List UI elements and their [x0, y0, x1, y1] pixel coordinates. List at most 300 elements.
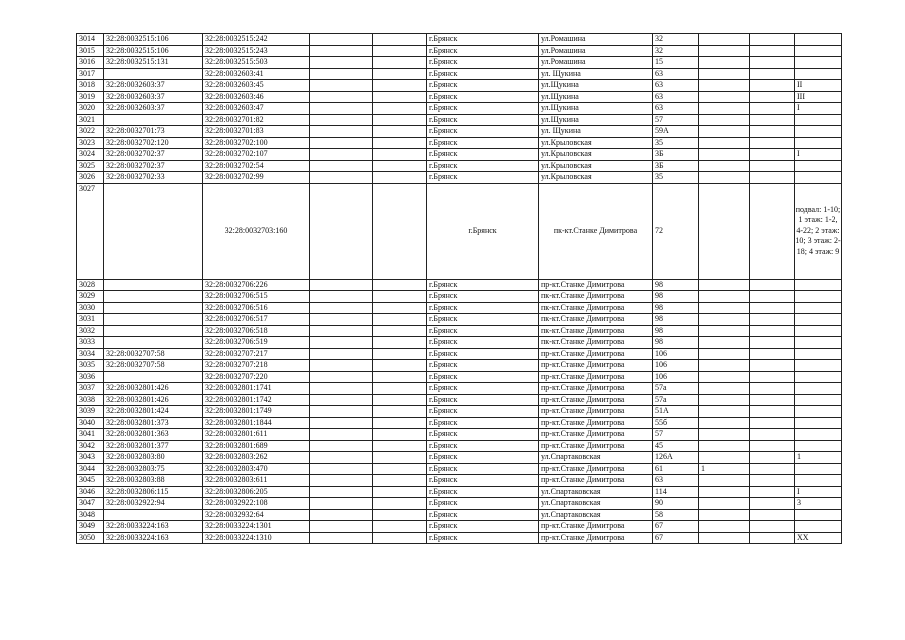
empty-cell	[373, 498, 427, 510]
object-cadastral-number: 32:28:0032707:218	[203, 360, 310, 372]
city: г.Брянск	[427, 57, 539, 69]
row-number: 3021	[77, 114, 104, 126]
premises-number	[795, 348, 842, 360]
empty-cell	[373, 172, 427, 184]
city: г.Брянск	[427, 417, 539, 429]
street: пр-кт.Станке Димитрова	[539, 394, 653, 406]
extra-cell	[699, 509, 750, 521]
object-cadastral-number: 32:28:0032701:83	[203, 126, 310, 138]
empty-cell	[373, 417, 427, 429]
table-row	[77, 291, 842, 303]
house-number: 67	[653, 521, 699, 533]
parcel-cadastral-number: 32:28:0032707:58	[104, 348, 203, 360]
city: г.Брянск	[427, 302, 539, 314]
row-number: 3024	[77, 149, 104, 161]
extra-cell	[699, 325, 750, 337]
parcel-cadastral-number: 32:28:0032515:106	[104, 34, 203, 46]
empty-cell	[750, 291, 795, 303]
table-row	[77, 348, 842, 360]
extra-cell	[699, 114, 750, 126]
extra-cell	[699, 68, 750, 80]
house-number: 98	[653, 291, 699, 303]
object-cadastral-number: 32:28:0032706:518	[203, 325, 310, 337]
empty-cell	[373, 114, 427, 126]
city: г.Брянск	[427, 406, 539, 418]
premises-number	[795, 114, 842, 126]
empty-cell	[750, 91, 795, 103]
empty-cell	[310, 475, 373, 487]
extra-cell	[699, 126, 750, 138]
parcel-cadastral-number	[104, 337, 203, 349]
object-cadastral-number: 32:28:0032706:517	[203, 314, 310, 326]
premises-number	[795, 440, 842, 452]
extra-cell	[699, 394, 750, 406]
street: пр-кт.Станке Димитрова	[539, 417, 653, 429]
extra-cell	[699, 45, 750, 57]
empty-cell	[310, 126, 373, 138]
extra-cell	[699, 57, 750, 69]
table-row	[77, 440, 842, 452]
empty-cell	[310, 532, 373, 544]
premises-number: I	[795, 149, 842, 161]
table-row	[77, 417, 842, 429]
house-number: 32	[653, 45, 699, 57]
extra-cell	[699, 291, 750, 303]
premises-number: I	[795, 103, 842, 115]
city: г.Брянск	[427, 360, 539, 372]
extra-cell	[699, 521, 750, 533]
object-cadastral-number: 32:28:0032922:108	[203, 498, 310, 510]
row-number: 3035	[77, 360, 104, 372]
object-cadastral-number: 32:28:0032515:503	[203, 57, 310, 69]
parcel-cadastral-number	[104, 509, 203, 521]
row-number: 3022	[77, 126, 104, 138]
table-row	[77, 509, 842, 521]
premises-number	[795, 279, 842, 291]
empty-cell	[310, 34, 373, 46]
house-number: 90	[653, 498, 699, 510]
empty-cell	[750, 498, 795, 510]
empty-cell	[310, 348, 373, 360]
empty-cell	[750, 80, 795, 92]
street: ул.Крыловская	[539, 160, 653, 172]
house-number: 98	[653, 302, 699, 314]
city: г.Брянск	[427, 183, 539, 279]
empty-cell	[373, 91, 427, 103]
object-cadastral-number: 32:28:0032702:107	[203, 149, 310, 161]
house-number: 126А	[653, 452, 699, 464]
house-number: 59А	[653, 126, 699, 138]
empty-cell	[373, 348, 427, 360]
empty-cell	[373, 406, 427, 418]
street: ул.Спартаковская	[539, 509, 653, 521]
house-number: 98	[653, 314, 699, 326]
empty-cell	[750, 475, 795, 487]
premises-number	[795, 360, 842, 372]
empty-cell	[310, 114, 373, 126]
street: пр-кт.Станке Димитрова	[539, 383, 653, 395]
object-cadastral-number: 32:28:0032603:46	[203, 91, 310, 103]
empty-cell	[750, 126, 795, 138]
row-number: 3026	[77, 172, 104, 184]
empty-cell	[750, 394, 795, 406]
table-row	[77, 337, 842, 349]
empty-cell	[373, 509, 427, 521]
row-number: 3033	[77, 337, 104, 349]
empty-cell	[373, 532, 427, 544]
extra-cell	[699, 452, 750, 464]
empty-cell	[310, 291, 373, 303]
house-number: 32	[653, 34, 699, 46]
empty-cell	[750, 68, 795, 80]
empty-cell	[373, 337, 427, 349]
parcel-cadastral-number: 32:28:0032701:73	[104, 126, 203, 138]
empty-cell	[373, 394, 427, 406]
extra-cell	[699, 406, 750, 418]
premises-number	[795, 463, 842, 475]
object-cadastral-number: 32:28:0032803:262	[203, 452, 310, 464]
row-number: 3043	[77, 452, 104, 464]
empty-cell	[310, 394, 373, 406]
object-cadastral-number: 32:28:0032515:242	[203, 34, 310, 46]
object-cadastral-number: 32:28:0032706:516	[203, 302, 310, 314]
row-number: 3023	[77, 137, 104, 149]
house-number: 114	[653, 486, 699, 498]
row-number: 3042	[77, 440, 104, 452]
premises-number	[795, 394, 842, 406]
city: г.Брянск	[427, 498, 539, 510]
object-cadastral-number: 32:28:0032932:64	[203, 509, 310, 521]
empty-cell	[750, 337, 795, 349]
street: ул. Щукина	[539, 126, 653, 138]
empty-cell	[310, 452, 373, 464]
street: ул.Спартаковская	[539, 486, 653, 498]
empty-cell	[750, 34, 795, 46]
house-number: 63	[653, 475, 699, 487]
empty-cell	[373, 68, 427, 80]
house-number: 106	[653, 348, 699, 360]
empty-cell	[373, 429, 427, 441]
extra-cell: 1	[699, 463, 750, 475]
house-number: 98	[653, 337, 699, 349]
table-row	[77, 429, 842, 441]
object-cadastral-number: 32:28:0032603:45	[203, 80, 310, 92]
table-row	[77, 371, 842, 383]
parcel-cadastral-number: 32:28:0033224:163	[104, 532, 203, 544]
table-body	[77, 34, 842, 544]
empty-cell	[373, 45, 427, 57]
row-number: 3028	[77, 279, 104, 291]
premises-number	[795, 302, 842, 314]
empty-cell	[373, 314, 427, 326]
premises-number: XX	[795, 532, 842, 544]
house-number: 63	[653, 91, 699, 103]
empty-cell	[373, 103, 427, 115]
premises-number: 1	[795, 452, 842, 464]
street: пр-кт.Станке Димитрова	[539, 475, 653, 487]
parcel-cadastral-number: 32:28:0032702:37	[104, 149, 203, 161]
row-number: 3027	[77, 183, 104, 279]
table-row	[77, 68, 842, 80]
parcel-cadastral-number: 32:28:0032515:131	[104, 57, 203, 69]
city: г.Брянск	[427, 486, 539, 498]
premises-number	[795, 68, 842, 80]
house-number: 58	[653, 509, 699, 521]
empty-cell	[310, 302, 373, 314]
city: г.Брянск	[427, 314, 539, 326]
premises-number: III	[795, 91, 842, 103]
empty-cell	[750, 114, 795, 126]
object-cadastral-number: 32:28:0033224:1310	[203, 532, 310, 544]
empty-cell	[373, 34, 427, 46]
empty-cell	[310, 160, 373, 172]
house-number: 63	[653, 68, 699, 80]
city: г.Брянск	[427, 337, 539, 349]
city: г.Брянск	[427, 440, 539, 452]
extra-cell	[699, 91, 750, 103]
empty-cell	[750, 172, 795, 184]
street: пр-кт.Станке Димитрова	[539, 371, 653, 383]
extra-cell	[699, 360, 750, 372]
row-number: 3040	[77, 417, 104, 429]
premises-number	[795, 45, 842, 57]
premises-number	[795, 475, 842, 487]
object-cadastral-number: 32:28:0032801:1742	[203, 394, 310, 406]
street: пк-кт.Станке Димитрова	[539, 314, 653, 326]
house-number: 35	[653, 172, 699, 184]
parcel-cadastral-number	[104, 371, 203, 383]
city: г.Брянск	[427, 80, 539, 92]
empty-cell	[373, 383, 427, 395]
street: ул. Щукина	[539, 68, 653, 80]
premises-number	[795, 34, 842, 46]
table-row	[77, 406, 842, 418]
extra-cell	[699, 371, 750, 383]
city: г.Брянск	[427, 532, 539, 544]
premises-number	[795, 371, 842, 383]
city: г.Брянск	[427, 279, 539, 291]
extra-cell	[699, 417, 750, 429]
row-number: 3050	[77, 532, 104, 544]
row-number: 3034	[77, 348, 104, 360]
extra-cell	[699, 137, 750, 149]
empty-cell	[373, 149, 427, 161]
empty-cell	[750, 429, 795, 441]
premises-number	[795, 383, 842, 395]
premises-number	[795, 509, 842, 521]
city: г.Брянск	[427, 509, 539, 521]
table-row	[77, 279, 842, 291]
table-row	[77, 149, 842, 161]
street: пк-кт.Станке Димитрова	[539, 302, 653, 314]
row-number: 3048	[77, 509, 104, 521]
empty-cell	[310, 172, 373, 184]
premises-number	[795, 521, 842, 533]
object-cadastral-number: 32:28:0032801:1844	[203, 417, 310, 429]
empty-cell	[750, 521, 795, 533]
empty-cell	[750, 183, 795, 279]
house-number: 57а	[653, 383, 699, 395]
parcel-cadastral-number	[104, 325, 203, 337]
extra-cell	[699, 383, 750, 395]
house-number: 63	[653, 103, 699, 115]
parcel-cadastral-number	[104, 183, 203, 279]
city: г.Брянск	[427, 68, 539, 80]
street: ул.Ромашина	[539, 45, 653, 57]
extra-cell	[699, 475, 750, 487]
house-number: 98	[653, 279, 699, 291]
street: ул.Крыловская	[539, 137, 653, 149]
table-row	[77, 383, 842, 395]
object-cadastral-number: 32:28:0032701:82	[203, 114, 310, 126]
extra-cell	[699, 103, 750, 115]
table-row	[77, 160, 842, 172]
parcel-cadastral-number	[104, 279, 203, 291]
house-number: 72	[653, 183, 699, 279]
empty-cell	[373, 325, 427, 337]
empty-cell	[373, 452, 427, 464]
extra-cell	[699, 80, 750, 92]
street: пк-кт.Станке Димитрова	[539, 337, 653, 349]
city: г.Брянск	[427, 452, 539, 464]
extra-cell	[699, 279, 750, 291]
empty-cell	[373, 80, 427, 92]
extra-cell	[699, 337, 750, 349]
row-number: 3020	[77, 103, 104, 115]
extra-cell	[699, 149, 750, 161]
city: г.Брянск	[427, 114, 539, 126]
table-row	[77, 302, 842, 314]
parcel-cadastral-number: 32:28:0032801:426	[104, 383, 203, 395]
registry-table	[76, 33, 842, 544]
table-row	[77, 475, 842, 487]
row-number: 3047	[77, 498, 104, 510]
row-number: 3015	[77, 45, 104, 57]
premises-number	[795, 57, 842, 69]
empty-cell	[750, 406, 795, 418]
table-row	[77, 91, 842, 103]
empty-cell	[310, 429, 373, 441]
premises-number	[795, 314, 842, 326]
house-number: 67	[653, 532, 699, 544]
parcel-cadastral-number: 32:28:0032803:88	[104, 475, 203, 487]
street: ул.Щукина	[539, 114, 653, 126]
city: г.Брянск	[427, 149, 539, 161]
empty-cell	[310, 91, 373, 103]
street: пр-кт.Станке Димитрова	[539, 348, 653, 360]
empty-cell	[750, 383, 795, 395]
parcel-cadastral-number: 32:28:0032922:94	[104, 498, 203, 510]
premises-number	[795, 126, 842, 138]
empty-cell	[373, 291, 427, 303]
empty-cell	[373, 521, 427, 533]
row-number: 3041	[77, 429, 104, 441]
empty-cell	[310, 279, 373, 291]
row-number: 3039	[77, 406, 104, 418]
parcel-cadastral-number: 32:28:0032702:120	[104, 137, 203, 149]
street: пк-кт.Станке Димитрова	[539, 183, 653, 279]
table-row	[77, 114, 842, 126]
street: ул.Крыловская	[539, 172, 653, 184]
object-cadastral-number: 32:28:0032801:1749	[203, 406, 310, 418]
parcel-cadastral-number: 32:28:0032702:37	[104, 160, 203, 172]
house-number: 57	[653, 429, 699, 441]
premises-number: подвал: 1-10; 1 этаж: 1-2, 4-22; 2 этаж: 10; 3 этаж: 2-18; 4 этаж: 9	[795, 183, 842, 279]
street: ул.Щукина	[539, 103, 653, 115]
house-number: 3Б	[653, 149, 699, 161]
parcel-cadastral-number: 32:28:0032603:37	[104, 80, 203, 92]
house-number: 45	[653, 440, 699, 452]
table-row	[77, 498, 842, 510]
extra-cell	[699, 172, 750, 184]
empty-cell	[373, 126, 427, 138]
empty-cell	[310, 417, 373, 429]
city: г.Брянск	[427, 325, 539, 337]
city: г.Брянск	[427, 34, 539, 46]
row-number: 3032	[77, 325, 104, 337]
street: пр-кт.Станке Димитрова	[539, 360, 653, 372]
city: г.Брянск	[427, 394, 539, 406]
house-number: 3Б	[653, 160, 699, 172]
table-row	[77, 103, 842, 115]
table-row	[77, 452, 842, 464]
empty-cell	[310, 314, 373, 326]
table-row	[77, 80, 842, 92]
object-cadastral-number: 32:28:0032706:519	[203, 337, 310, 349]
house-number: 35	[653, 137, 699, 149]
object-cadastral-number: 32:28:0032803:470	[203, 463, 310, 475]
table-row	[77, 34, 842, 46]
city: г.Брянск	[427, 126, 539, 138]
empty-cell	[310, 137, 373, 149]
table-row	[77, 183, 842, 279]
empty-cell	[310, 509, 373, 521]
row-number: 3018	[77, 80, 104, 92]
table-row	[77, 172, 842, 184]
parcel-cadastral-number: 32:28:0032801:363	[104, 429, 203, 441]
empty-cell	[310, 45, 373, 57]
house-number: 57а	[653, 394, 699, 406]
empty-cell	[310, 68, 373, 80]
empty-cell	[373, 57, 427, 69]
city: г.Брянск	[427, 172, 539, 184]
empty-cell	[373, 302, 427, 314]
table-row	[77, 325, 842, 337]
table-row	[77, 521, 842, 533]
row-number: 3036	[77, 371, 104, 383]
table-row	[77, 486, 842, 498]
street: пр-кт.Станке Димитрова	[539, 440, 653, 452]
object-cadastral-number: 32:28:0032706:226	[203, 279, 310, 291]
extra-cell	[699, 532, 750, 544]
city: г.Брянск	[427, 383, 539, 395]
parcel-cadastral-number	[104, 114, 203, 126]
object-cadastral-number: 32:28:0032603:47	[203, 103, 310, 115]
table-row	[77, 45, 842, 57]
premises-number	[795, 337, 842, 349]
extra-cell	[699, 34, 750, 46]
empty-cell	[373, 279, 427, 291]
row-number: 3030	[77, 302, 104, 314]
street: ул.Ромашина	[539, 34, 653, 46]
empty-cell	[750, 160, 795, 172]
empty-cell	[750, 348, 795, 360]
object-cadastral-number: 32:28:0032801:611	[203, 429, 310, 441]
house-number: 106	[653, 360, 699, 372]
row-number: 3045	[77, 475, 104, 487]
street: ул.Крыловская	[539, 149, 653, 161]
house-number: 63	[653, 80, 699, 92]
